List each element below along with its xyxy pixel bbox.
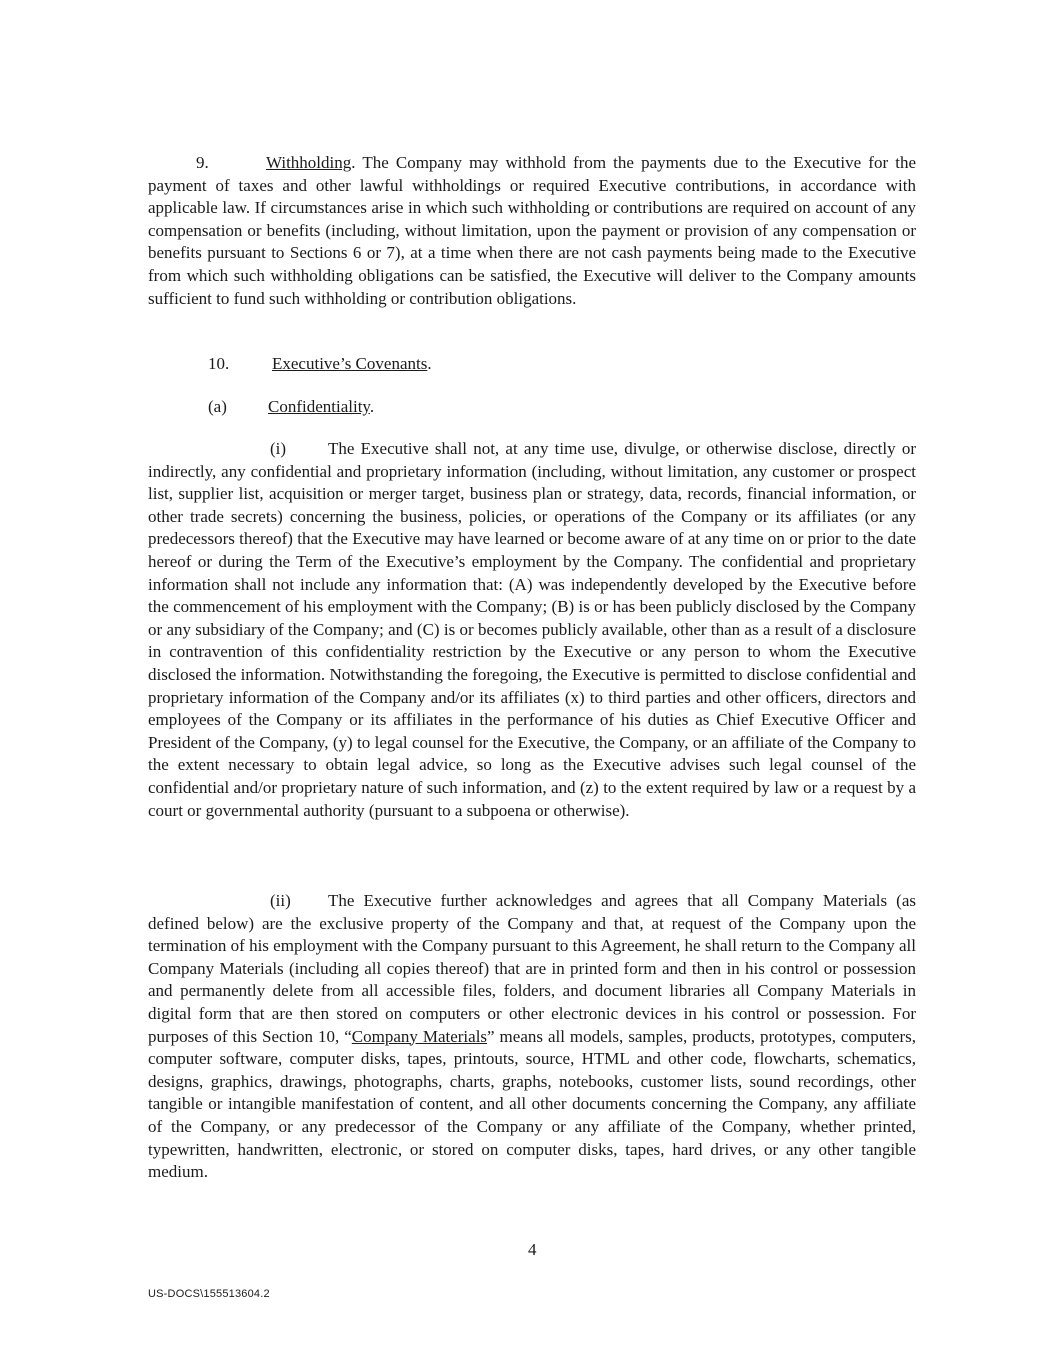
section-10-number: 10.: [208, 354, 230, 373]
paragraph-i: [148, 438, 916, 822]
page-number: 4: [528, 1240, 537, 1259]
paragraph-ii: [148, 890, 916, 1184]
section-9-paragraph: [148, 152, 916, 310]
section-10-heading-line: [272, 354, 432, 374]
paragraph-i-text: The Executive shall not, at any time use, divulge, or otherwise disclose, directly or indirectly, any confidential and proprietary information (including, without limitation, any customer or prospect list, supplier list, acquisition or merger target, business plan or strategy, data, records, financial information, or other trade secrets) concerning the business, policies, or operations of the Company or its affiliates (or any predecessors thereof) that the Executive may have learned or become aware of at any time on or prior to the date hereof or during the Term of the Executive’s employment by the Company. The confidential and proprietary information shall not include any information that: (A) was independently developed by the Executive before the commencement of his employment with the Company; (B) is or has been publicly disclosed by the Company or any subsidiary of the Company; and (C) is or becomes publicly available, other than as a result of a disclosure in contravention of this confidentiality restriction by the Executive or any person to whom the Executive disclosed the information. Notwithstanding the foregoing, the Executive is permitted to disclose confidential and proprietary information of the Company and/or its affiliates (x) to third parties and other officers, directors and employees of the Company or its affiliates in the performance of his duties as Chief Executive Officer and President of the Company, (y) to legal counsel for the Executive, the Company, or an affiliate of the Company to the extent necessary to obtain legal advice, so long as the Executive advises such legal counsel of the confidential and/or proprietary nature of such information, and (z) to the extent required by law or a request by a court or governmental authority (pursuant to a subpoena or otherwise).: [148, 439, 916, 820]
section-10-heading-end: .: [427, 354, 432, 373]
subsection-a-label: (a): [208, 397, 227, 416]
subsection-a-heading-line: [268, 397, 374, 417]
section-9-number: 9.: [196, 153, 209, 172]
paragraph-i-label: (i): [270, 439, 287, 458]
document-id: US-DOCS\155513604.2: [148, 1288, 270, 1300]
section-9-text: . The Company may withhold from the payments due to the Executive for the payment of taxes and other lawful withholdings or required Executive contributions, in accordance with applicable law. If circumstances arise in which such withholding or contributions are required on account of any compensation or benefits (including, without limitation, upon the payment or provision of any compensation or benefits pursuant to Sections 6 or 7), at a time when there are not cash payments being made to the Executive from which such withholding obligations can be satisfied, the Executive will deliver to the Company amounts sufficient to fund such withholding or contribution obligations.: [148, 153, 916, 308]
subsection-a-heading-end: .: [369, 397, 375, 416]
paragraph-ii-text-before: The Executive further acknowledges and agrees that all Company Materials (as defined below) are the exclusive property of the Company and that, at request of the Company upon the termination of his employment with the Company pursuant to this Agreement, he shall return to the Company all Company Materials (including all copies thereof) that are in printed form and then in his control or possession and permanently delete from all accessible files, folders, and document libraries all Company Materials in digital form that are then stored on computers or other electronic devices in his control or possession. For purposes of this Section 10, “: [148, 891, 916, 1046]
paragraph-ii-label: (ii): [270, 891, 291, 910]
section-10-heading: Executive’s Covenants: [272, 354, 428, 373]
subsection-a-heading: Confidentiality: [268, 397, 370, 416]
paragraph-ii-text-after: ” means all models, samples, products, prototypes, computers, computer software, computer disks, tapes, printouts, source, HTML and other code, flowcharts, schematics, designs, graphics, drawings, photographs, charts, graphs, notebooks, customer lists, sound recordings, other tangible or intangible manifestation of content, and all other documents concerning the Company, any affiliate of the Company, or any predecessor of the Company or any affiliate of the Company, whether printed, typewritten, handwritten, electronic, or stored on computer disks, tapes, hard drives, or any other tangible medium.: [148, 1026, 916, 1182]
section-9-heading: Withholding: [266, 153, 352, 172]
defined-term-company-materials: Company Materials: [351, 1026, 488, 1046]
